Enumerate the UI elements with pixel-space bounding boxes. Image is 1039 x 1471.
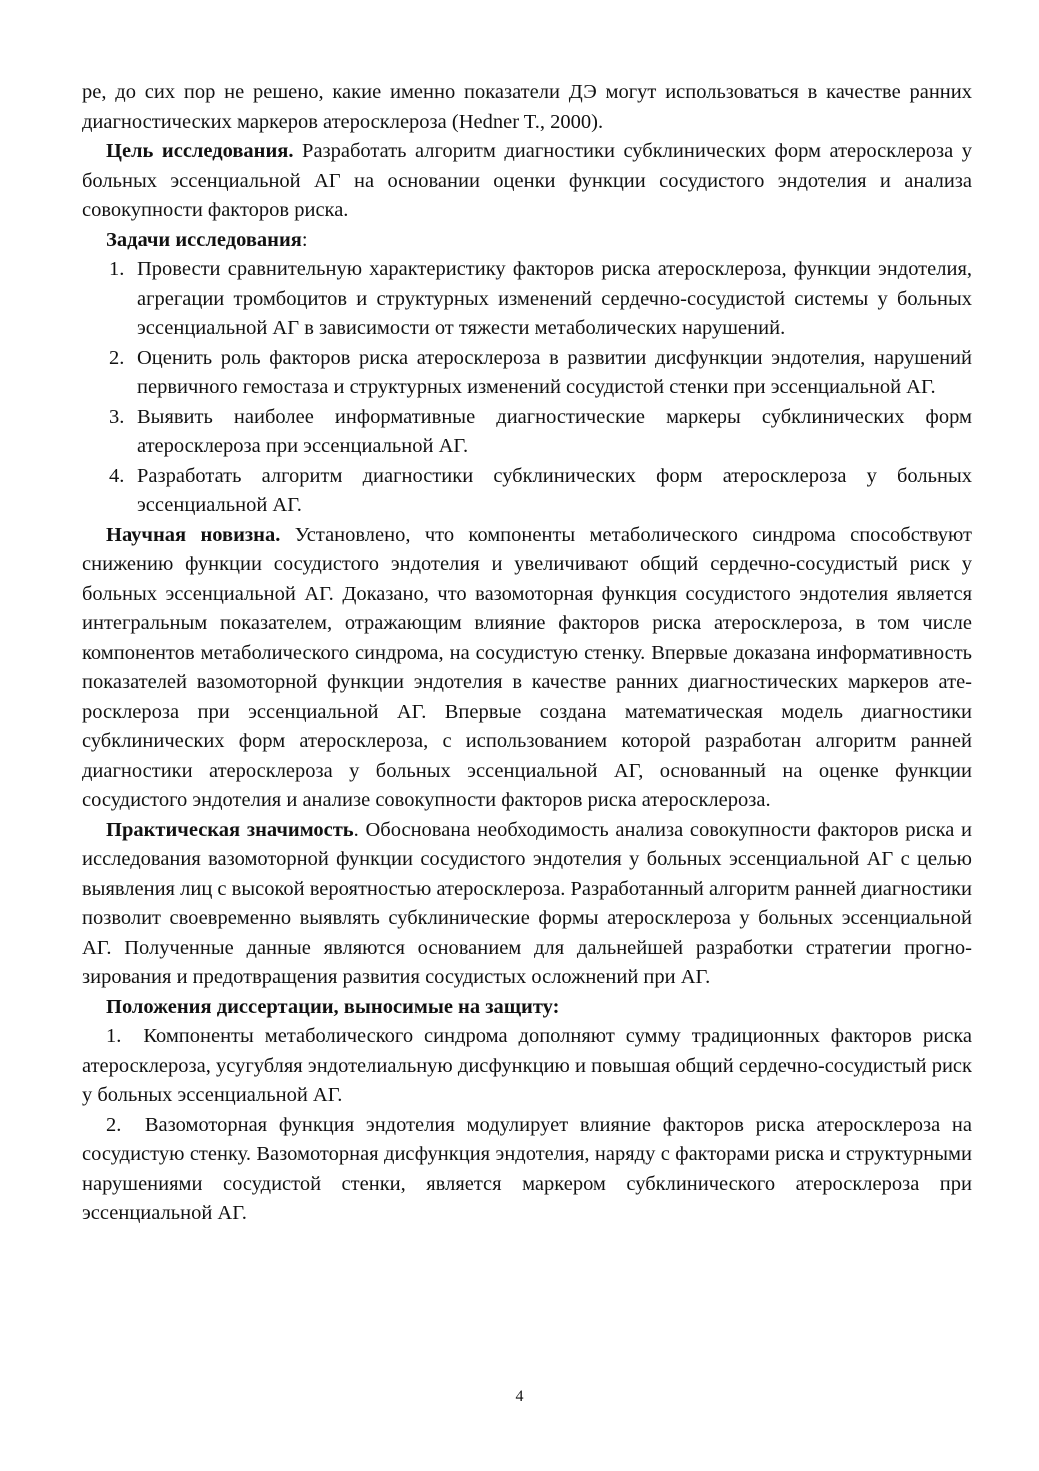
aim-paragraph	[82, 137, 972, 226]
significance-paragraph	[82, 816, 972, 993]
theses-heading-line	[82, 993, 972, 1023]
task-text: Разработать алгоритм диагностики субклинических форм атеросклероза у больных эссенциальной АГ.	[137, 464, 972, 516]
thesis-text: Вазомоторная функция эндотелия модулирует влияние факторов риска атеросклероза на сосудистую стенку. Вазомоторная дисфункция эндотелия, наряду с факторами риска и структурными нарушениями сосудистой стенки, является маркером субклинического атеросклероза при эссенциальной АГ.	[82, 1113, 972, 1224]
theses-heading: Положения диссертации, выносимые на защиту:	[106, 995, 560, 1018]
thesis-number: 2.	[106, 1113, 122, 1136]
task-number: 4.	[109, 464, 125, 487]
tasks-heading-line	[82, 226, 972, 256]
thesis-item-1	[82, 1022, 972, 1111]
aim-heading: Цель исследования.	[106, 140, 294, 162]
task-item-4	[82, 462, 972, 521]
task-number: 1.	[109, 258, 125, 280]
tasks-heading: Задачи исследования	[106, 228, 302, 251]
intro-text: ре, до сих пор не решено, какие именно показатели ДЭ могут использоваться в качестве ранних диагностических маркеров атеросклероза (Hedner T., 2000).	[82, 81, 972, 133]
task-number: 2.	[109, 346, 125, 369]
task-item-1	[82, 255, 972, 344]
aim-text: Разработать алгоритм диагностики субклинических форм атеросклероза у больных эссенциальной АГ на основании оценки функции сосудистого эндотелия и анализа совокупности факторов риска.	[82, 140, 972, 221]
novelty-heading: Научная новизна.	[106, 523, 281, 546]
page-number: 4	[515, 1388, 524, 1405]
intro-paragraph	[82, 78, 972, 137]
thesis-number: 1.	[106, 1025, 122, 1047]
task-item-2	[82, 344, 972, 403]
tasks-list	[82, 255, 972, 521]
task-text: Оценить роль факторов риска атеросклероза в развитии дисфункции эндотелия, нарушений первичного гемостаза и структурных изменений сосудистой стенки при эссенциальной АГ.	[137, 346, 972, 398]
task-text: Провести сравнительную характеристику факторов риска атеросклероза, функции эндотелия, агрегации тромбоцитов и структурных изменений сердечно-сосудистой системы у больных эссенциальной АГ в зависимости от тяжести метаболических нарушений.	[137, 258, 972, 339]
novelty-text: Установлено, что компоненты метаболического синдрома способствуют снижению функции сосудистого эндотелия и увеличивают общий сердечно-сосудистый риск у больных эссенциальной АГ. Доказано, что вазомоторная функция сосудистого эндотелия является интегральным показателем, отражающим влияние факторов риска атеросклероза, в том числе компонентов метаболического синдрома, на сосудистую стенку. Впервые доказана информативность показателей вазомоторной функции эндотелия в качестве ранних диагностических маркеров атеросклероза при эссенциальной АГ. Впервые создана математическая модель диагностики субклинических форм атеросклероза, с использованием которой разработан алгоритм ранней диагностики атеросклероза у больных эссенциальной АГ, основанный на оценке функции сосудистого эндотелия и анализе совокупности факторов риска атеросклероза.	[82, 523, 972, 811]
thesis-text: Компоненты метаболического синдрома дополняют сумму традиционных факторов риска атеросклероза, усугубляя эндотелиальную дисфункцию и повышая общий сердечно-сосудистый риск у больных эссенциальной АГ.	[82, 1025, 972, 1106]
task-text: Выявить наиболее информативные диагностические маркеры субклинических форм атеросклероза при эссенциальной АГ.	[137, 405, 972, 457]
thesis-item-2	[82, 1111, 972, 1229]
task-item-3	[82, 403, 972, 462]
significance-heading: Практическая значимость	[106, 818, 354, 841]
task-number: 3.	[109, 405, 125, 428]
significance-text: . Обоснована необходимость анализа совокупности факторов риска и исследования вазомоторной функции сосудистого эндотелия у больных эссенциальной АГ с целью выявления лиц с высокой вероятностью атеросклероза. Разработанный алгоритм ранней диагностики позволит своевременно выявлять субклинические формы атеросклероза у больных эссенциальной АГ. Полученные данные являются основанием для дальнейшей разработки стратегии прогнозирования и предотвращения развития сосудистых осложнений при АГ.	[82, 818, 972, 988]
novelty-paragraph	[82, 521, 972, 816]
tasks-heading-colon: :	[301, 228, 308, 251]
document-page	[82, 78, 972, 1229]
